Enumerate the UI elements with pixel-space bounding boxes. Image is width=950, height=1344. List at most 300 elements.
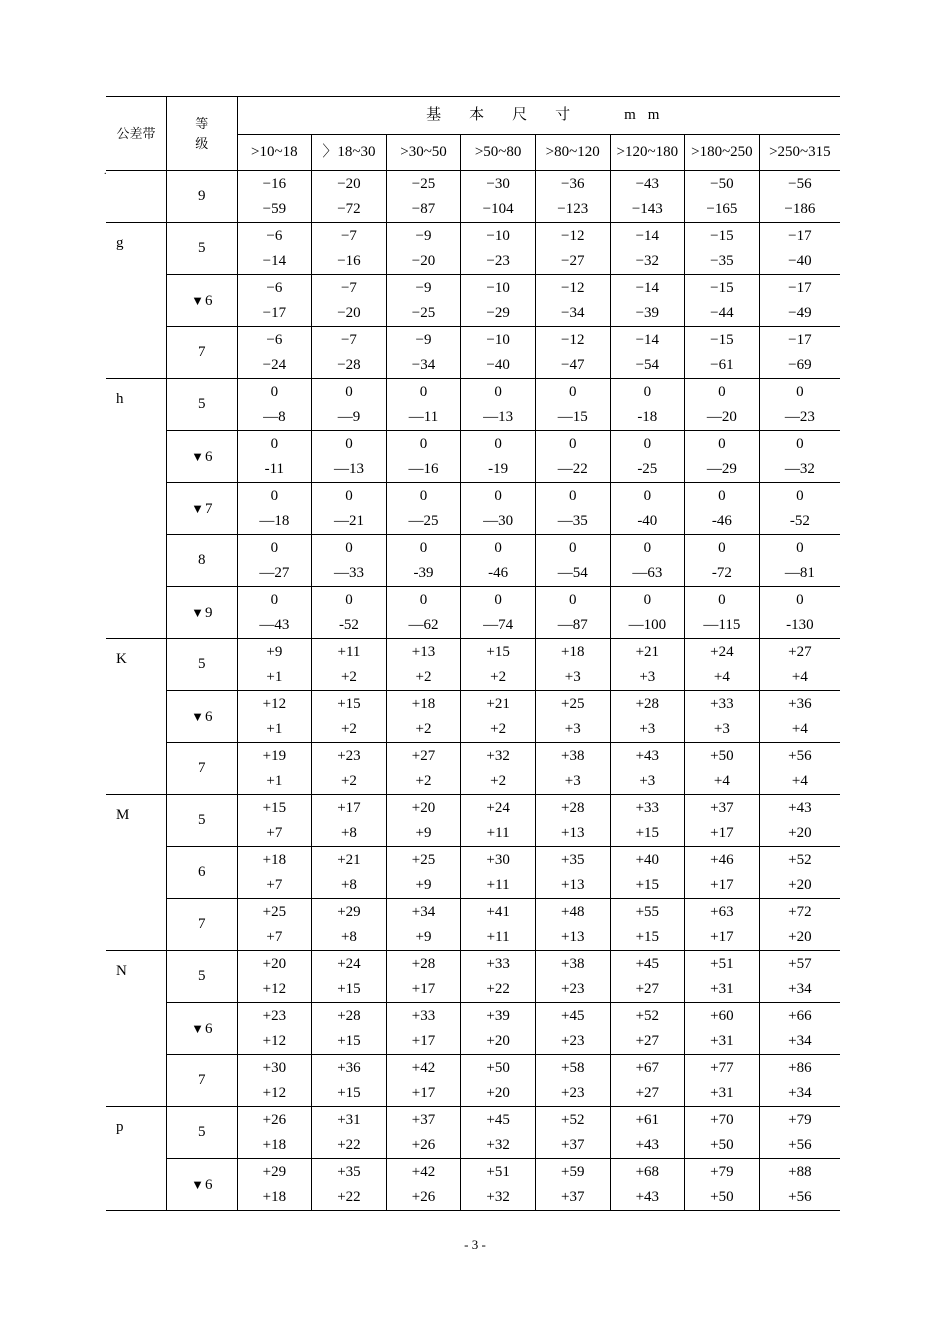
upper-deviation: +41 <box>486 904 510 920</box>
deviation-cell <box>610 327 685 379</box>
lower-deviation: +20 <box>788 929 812 945</box>
deviation-cell <box>610 639 685 691</box>
header-basic-size <box>237 97 840 135</box>
lower-deviation: −29 <box>486 305 510 321</box>
upper-deviation: +68 <box>635 1164 660 1180</box>
lower-deviation: +8 <box>340 825 357 841</box>
lower-deviation: −16 <box>337 253 361 269</box>
deviation-cell <box>461 535 536 587</box>
lower-deviation: +4 <box>713 669 730 685</box>
upper-deviation: 0 <box>796 540 804 556</box>
deviation-cell <box>610 275 685 327</box>
deviation-cell <box>685 431 760 483</box>
upper-deviation: 0 <box>345 436 353 452</box>
deviation-cell <box>610 691 685 743</box>
deviation-cell <box>461 431 536 483</box>
deviation-cell <box>312 847 387 899</box>
upper-deviation: +35 <box>337 1164 361 1180</box>
upper-deviation: +33 <box>710 696 734 712</box>
tolerance-table <box>106 96 840 1211</box>
table-row <box>106 535 840 587</box>
lower-deviation: +37 <box>560 1137 585 1153</box>
header-title-char: m <box>624 107 636 123</box>
deviation-cell <box>535 795 610 847</box>
deviation-cell <box>461 691 536 743</box>
lower-deviation: −47 <box>560 357 585 373</box>
lower-deviation: +22 <box>337 1189 361 1205</box>
lower-deviation: —23 <box>784 409 815 425</box>
tolerance-zone-label: M <box>106 795 166 951</box>
grade-value: 7 <box>198 760 206 776</box>
deviation-cell <box>535 535 610 587</box>
deviation-cell <box>312 1055 387 1107</box>
deviation-cell <box>461 275 536 327</box>
upper-deviation: +39 <box>486 1008 510 1024</box>
lower-deviation: −35 <box>710 253 734 269</box>
grade-value: 5 <box>198 396 206 412</box>
header-size-1: 〉18~30 <box>312 135 387 171</box>
tolerance-zone-label: p <box>106 1107 166 1211</box>
deviation-cell <box>312 1003 387 1055</box>
upper-deviation: −6 <box>266 332 283 348</box>
deviation-cell <box>535 1055 610 1107</box>
upper-deviation: 0 <box>643 384 652 400</box>
upper-deviation: +24 <box>337 956 361 972</box>
deviation-cell <box>312 431 387 483</box>
upper-deviation: −12 <box>560 332 585 348</box>
lower-deviation: -19 <box>488 461 509 477</box>
deviation-cell <box>610 1107 685 1159</box>
deviation-cell <box>685 951 760 1003</box>
upper-deviation: +27 <box>411 748 436 764</box>
table-row <box>106 1003 840 1055</box>
header-size-5: >120~180 <box>610 135 685 171</box>
lower-deviation: —9 <box>337 409 361 425</box>
deviation-cell <box>312 171 387 223</box>
grade-cell <box>166 483 237 535</box>
lower-deviation: −23 <box>486 253 510 269</box>
upper-deviation: +35 <box>560 852 585 868</box>
upper-deviation: 0 <box>796 488 804 504</box>
lower-deviation: +20 <box>788 825 812 841</box>
lower-deviation: +20 <box>788 877 812 893</box>
grade-cell <box>166 951 237 1003</box>
deviation-cell <box>312 587 387 639</box>
lower-deviation: +2 <box>490 721 507 737</box>
deviation-cell <box>685 1159 760 1211</box>
upper-deviation: +45 <box>635 956 660 972</box>
lower-deviation: —20 <box>706 409 737 425</box>
grade-value: 8 <box>198 552 206 568</box>
tolerance-zone-label: K <box>106 639 166 795</box>
tolerance-zone-label: h <box>106 379 166 639</box>
lower-deviation: +3 <box>639 773 656 789</box>
lower-deviation: +15 <box>635 877 660 893</box>
grade-cell <box>166 535 237 587</box>
deviation-cell <box>386 275 461 327</box>
upper-deviation: +15 <box>337 696 361 712</box>
lower-deviation: —29 <box>706 461 737 477</box>
lower-deviation: —11 <box>408 409 439 425</box>
lower-deviation: −40 <box>788 253 812 269</box>
deviation-cell <box>461 483 536 535</box>
lower-deviation: -130 <box>786 617 814 633</box>
upper-deviation: 0 <box>718 384 726 400</box>
preferred-marker-icon: ▼ <box>191 708 204 724</box>
upper-deviation: +46 <box>710 852 734 868</box>
upper-deviation: +29 <box>262 1164 287 1180</box>
lower-deviation: —62 <box>408 617 439 633</box>
upper-deviation: +77 <box>710 1060 734 1076</box>
deviation-cell <box>535 223 610 275</box>
deviation-cell <box>759 379 840 431</box>
upper-deviation: 0 <box>494 436 502 452</box>
lower-deviation: +56 <box>788 1189 812 1205</box>
page-number: - 3 - <box>464 1237 486 1252</box>
lower-deviation: +1 <box>266 773 283 789</box>
lower-deviation: +13 <box>560 825 585 841</box>
grade-cell <box>166 223 237 275</box>
lower-deviation: —87 <box>557 617 588 633</box>
upper-deviation: +28 <box>411 956 436 972</box>
grade-cell <box>166 847 237 899</box>
grade-cell <box>166 379 237 431</box>
header-size-0: >10~18 <box>237 135 312 171</box>
grade-value: 6 <box>204 292 213 309</box>
upper-deviation: +9 <box>266 644 283 660</box>
lower-deviation: —16 <box>408 461 439 477</box>
upper-deviation: 0 <box>345 488 353 504</box>
deviation-cell <box>386 223 461 275</box>
upper-deviation: −15 <box>710 280 734 296</box>
header-size-2: >30~50 <box>386 135 461 171</box>
deviation-cell <box>312 275 387 327</box>
lower-deviation: —8 <box>263 409 286 425</box>
upper-deviation: −12 <box>560 228 585 244</box>
upper-deviation: +18 <box>411 696 436 712</box>
deviation-cell <box>461 1003 536 1055</box>
lower-deviation: +1 <box>266 721 283 737</box>
lower-deviation: +11 <box>486 825 510 841</box>
deviation-cell <box>386 1055 461 1107</box>
deviation-cell <box>237 691 312 743</box>
deviation-cell <box>685 899 760 951</box>
upper-deviation: +38 <box>560 748 585 764</box>
deviation-cell <box>610 743 685 795</box>
upper-deviation: 0 <box>270 384 279 400</box>
deviation-cell <box>312 483 387 535</box>
upper-deviation: +60 <box>710 1008 734 1024</box>
deviation-cell <box>685 743 760 795</box>
upper-deviation: +27 <box>788 644 812 660</box>
upper-deviation: −6 <box>266 228 283 244</box>
upper-deviation: −9 <box>415 228 432 244</box>
upper-deviation: 0 <box>270 592 279 608</box>
upper-deviation: 0 <box>718 540 726 556</box>
lower-deviation: +7 <box>266 825 283 841</box>
deviation-cell <box>386 795 461 847</box>
deviation-cell <box>535 171 610 223</box>
grade-value: 9 <box>204 604 213 621</box>
deviation-cell <box>685 483 760 535</box>
deviation-cell <box>759 587 840 639</box>
deviation-cell <box>386 691 461 743</box>
deviation-cell <box>312 327 387 379</box>
grade-cell <box>166 431 237 483</box>
deviation-cell <box>610 847 685 899</box>
deviation-cell <box>610 223 685 275</box>
deviation-cell <box>237 795 312 847</box>
header-grade <box>166 97 237 171</box>
upper-deviation: +50 <box>486 1060 510 1076</box>
lower-deviation: +22 <box>486 981 510 997</box>
upper-deviation: +63 <box>710 904 734 920</box>
deviation-cell <box>759 223 840 275</box>
upper-deviation: +33 <box>411 1008 436 1024</box>
table-row <box>106 743 840 795</box>
lower-deviation: +34 <box>788 1033 812 1049</box>
grade-value: 6 <box>198 864 206 880</box>
upper-deviation: −43 <box>635 176 660 192</box>
lower-deviation: —63 <box>632 565 663 581</box>
upper-deviation: +33 <box>635 800 660 816</box>
lower-deviation: +13 <box>560 877 585 893</box>
upper-deviation: +15 <box>262 800 287 816</box>
lower-deviation: −25 <box>411 305 436 321</box>
upper-deviation: +31 <box>337 1112 361 1128</box>
grade-cell <box>166 1159 237 1211</box>
upper-deviation: +72 <box>788 904 812 920</box>
upper-deviation: 0 <box>568 488 577 504</box>
lower-deviation: +15 <box>337 1085 361 1101</box>
deviation-cell <box>461 223 536 275</box>
lower-deviation: +17 <box>411 1033 436 1049</box>
lower-deviation: —54 <box>557 565 588 581</box>
upper-deviation: +13 <box>411 644 436 660</box>
deviation-cell <box>237 223 312 275</box>
deviation-cell <box>386 743 461 795</box>
deviation-cell <box>610 379 685 431</box>
upper-deviation: +25 <box>560 696 585 712</box>
lower-deviation: —30 <box>483 513 514 529</box>
lower-deviation: −17 <box>262 305 287 321</box>
lower-deviation: +2 <box>340 669 357 685</box>
lower-deviation: −59 <box>262 201 287 217</box>
lower-deviation: +2 <box>340 773 357 789</box>
deviation-cell <box>312 223 387 275</box>
grade-value: 5 <box>198 1124 206 1140</box>
deviation-cell <box>685 171 760 223</box>
upper-deviation: +42 <box>411 1164 436 1180</box>
lower-deviation: +8 <box>340 929 357 945</box>
lower-deviation: +12 <box>262 981 287 997</box>
lower-deviation: +31 <box>710 1033 734 1049</box>
grade-value: 6 <box>204 1020 213 1037</box>
lower-deviation: −39 <box>635 305 660 321</box>
grade-cell <box>166 691 237 743</box>
upper-deviation: 0 <box>345 540 353 556</box>
deviation-cell <box>386 327 461 379</box>
lower-deviation: +27 <box>635 981 660 997</box>
grade-value: 7 <box>198 344 206 360</box>
upper-deviation: +17 <box>337 800 361 816</box>
upper-deviation: +29 <box>337 904 361 920</box>
lower-deviation: +12 <box>262 1085 287 1101</box>
lower-deviation: +17 <box>710 825 734 841</box>
deviation-cell <box>535 899 610 951</box>
upper-deviation: −56 <box>788 176 812 192</box>
deviation-cell <box>237 1159 312 1211</box>
upper-deviation: +20 <box>411 800 436 816</box>
deviation-cell <box>386 431 461 483</box>
upper-deviation: +24 <box>486 800 510 816</box>
deviation-cell <box>386 951 461 1003</box>
deviation-cell <box>610 483 685 535</box>
deviation-cell <box>312 951 387 1003</box>
upper-deviation: −7 <box>340 332 357 348</box>
deviation-cell <box>237 275 312 327</box>
upper-deviation: +52 <box>560 1112 585 1128</box>
lower-deviation: +17 <box>710 929 734 945</box>
lower-deviation: —22 <box>557 461 588 477</box>
deviation-cell <box>386 379 461 431</box>
deviation-cell <box>461 1107 536 1159</box>
deviation-cell <box>759 327 840 379</box>
deviation-cell <box>685 327 760 379</box>
deviation-cell <box>312 743 387 795</box>
deviation-cell <box>759 1055 840 1107</box>
lower-deviation: −104 <box>482 201 514 217</box>
deviation-cell <box>535 1107 610 1159</box>
upper-deviation: +28 <box>635 696 660 712</box>
header-grade-label: 等级 <box>195 115 209 151</box>
deviation-cell <box>535 951 610 1003</box>
tolerance-zone-label: g <box>106 223 166 379</box>
upper-deviation: +51 <box>710 956 734 972</box>
lower-deviation: +9 <box>415 825 432 841</box>
deviation-cell <box>461 743 536 795</box>
lower-deviation: +11 <box>486 929 510 945</box>
lower-deviation: +31 <box>710 1085 734 1101</box>
upper-deviation: −16 <box>262 176 287 192</box>
deviation-cell <box>685 691 760 743</box>
preferred-marker-icon: ▼ <box>191 604 204 620</box>
grade-cell <box>166 795 237 847</box>
lower-deviation: −123 <box>557 201 589 217</box>
upper-deviation: −12 <box>560 280 585 296</box>
lower-deviation: −87 <box>411 201 436 217</box>
lower-deviation: +23 <box>560 1033 585 1049</box>
upper-deviation: +79 <box>710 1164 734 1180</box>
upper-deviation: +45 <box>486 1112 510 1128</box>
upper-deviation: 0 <box>419 540 428 556</box>
lower-deviation: —74 <box>483 617 514 633</box>
deviation-cell <box>535 587 610 639</box>
table-row <box>106 899 840 951</box>
table-row <box>106 327 840 379</box>
lower-deviation: +3 <box>564 669 581 685</box>
upper-deviation: 0 <box>643 488 652 504</box>
deviation-cell <box>759 1159 840 1211</box>
deviation-cell <box>685 535 760 587</box>
upper-deviation: 0 <box>494 592 502 608</box>
lower-deviation: -18 <box>637 409 658 425</box>
deviation-cell <box>685 379 760 431</box>
lower-deviation: +13 <box>560 929 585 945</box>
deviation-cell <box>237 1055 312 1107</box>
lower-deviation: −28 <box>337 357 361 373</box>
lower-deviation: −54 <box>635 357 660 373</box>
upper-deviation: +36 <box>788 696 812 712</box>
lower-deviation: -46 <box>488 565 509 581</box>
lower-deviation: —115 <box>703 617 741 633</box>
table-row <box>106 847 840 899</box>
table-row <box>106 171 840 223</box>
lower-deviation: +2 <box>340 721 357 737</box>
table-row <box>106 275 840 327</box>
deviation-cell <box>759 1107 840 1159</box>
deviation-cell <box>535 639 610 691</box>
lower-deviation: -25 <box>637 461 658 477</box>
deviation-cell <box>535 275 610 327</box>
deviation-cell <box>759 639 840 691</box>
upper-deviation: 0 <box>270 540 279 556</box>
upper-deviation: +61 <box>635 1112 660 1128</box>
upper-deviation: 0 <box>419 488 428 504</box>
upper-deviation: 0 <box>718 592 726 608</box>
upper-deviation: 0 <box>568 384 577 400</box>
deviation-cell <box>685 1003 760 1055</box>
deviation-cell <box>237 587 312 639</box>
lower-deviation: −72 <box>337 201 361 217</box>
lower-deviation: +8 <box>340 877 357 893</box>
deviation-cell <box>237 535 312 587</box>
upper-deviation: −50 <box>710 176 734 192</box>
deviation-cell <box>386 639 461 691</box>
grade-value: 9 <box>198 188 206 204</box>
lower-deviation: -52 <box>338 617 359 633</box>
deviation-cell <box>237 639 312 691</box>
deviation-cell <box>535 743 610 795</box>
grade-cell <box>166 899 237 951</box>
grade-cell <box>166 1003 237 1055</box>
upper-deviation: +79 <box>788 1112 812 1128</box>
tolerance-zone-label <box>106 171 166 223</box>
upper-deviation: +18 <box>560 644 585 660</box>
lower-deviation: +18 <box>262 1189 287 1205</box>
upper-deviation: +36 <box>337 1060 361 1076</box>
lower-deviation: +37 <box>560 1189 585 1205</box>
upper-deviation: +25 <box>411 852 436 868</box>
lower-deviation: —13 <box>333 461 364 477</box>
deviation-cell <box>610 1003 685 1055</box>
lower-deviation: —35 <box>557 513 588 529</box>
lower-deviation: +31 <box>710 981 734 997</box>
lower-deviation: +27 <box>635 1085 660 1101</box>
upper-deviation: +45 <box>560 1008 585 1024</box>
upper-deviation: −9 <box>415 280 432 296</box>
upper-deviation: +33 <box>486 956 510 972</box>
deviation-cell <box>237 431 312 483</box>
deviation-cell <box>685 847 760 899</box>
lower-deviation: +50 <box>710 1189 734 1205</box>
table-row <box>106 951 840 1003</box>
lower-deviation: +3 <box>639 721 656 737</box>
header-title-char: 尺 <box>512 107 528 123</box>
upper-deviation: +32 <box>486 748 510 764</box>
lower-deviation: -39 <box>413 565 434 581</box>
lower-deviation: +27 <box>635 1033 660 1049</box>
